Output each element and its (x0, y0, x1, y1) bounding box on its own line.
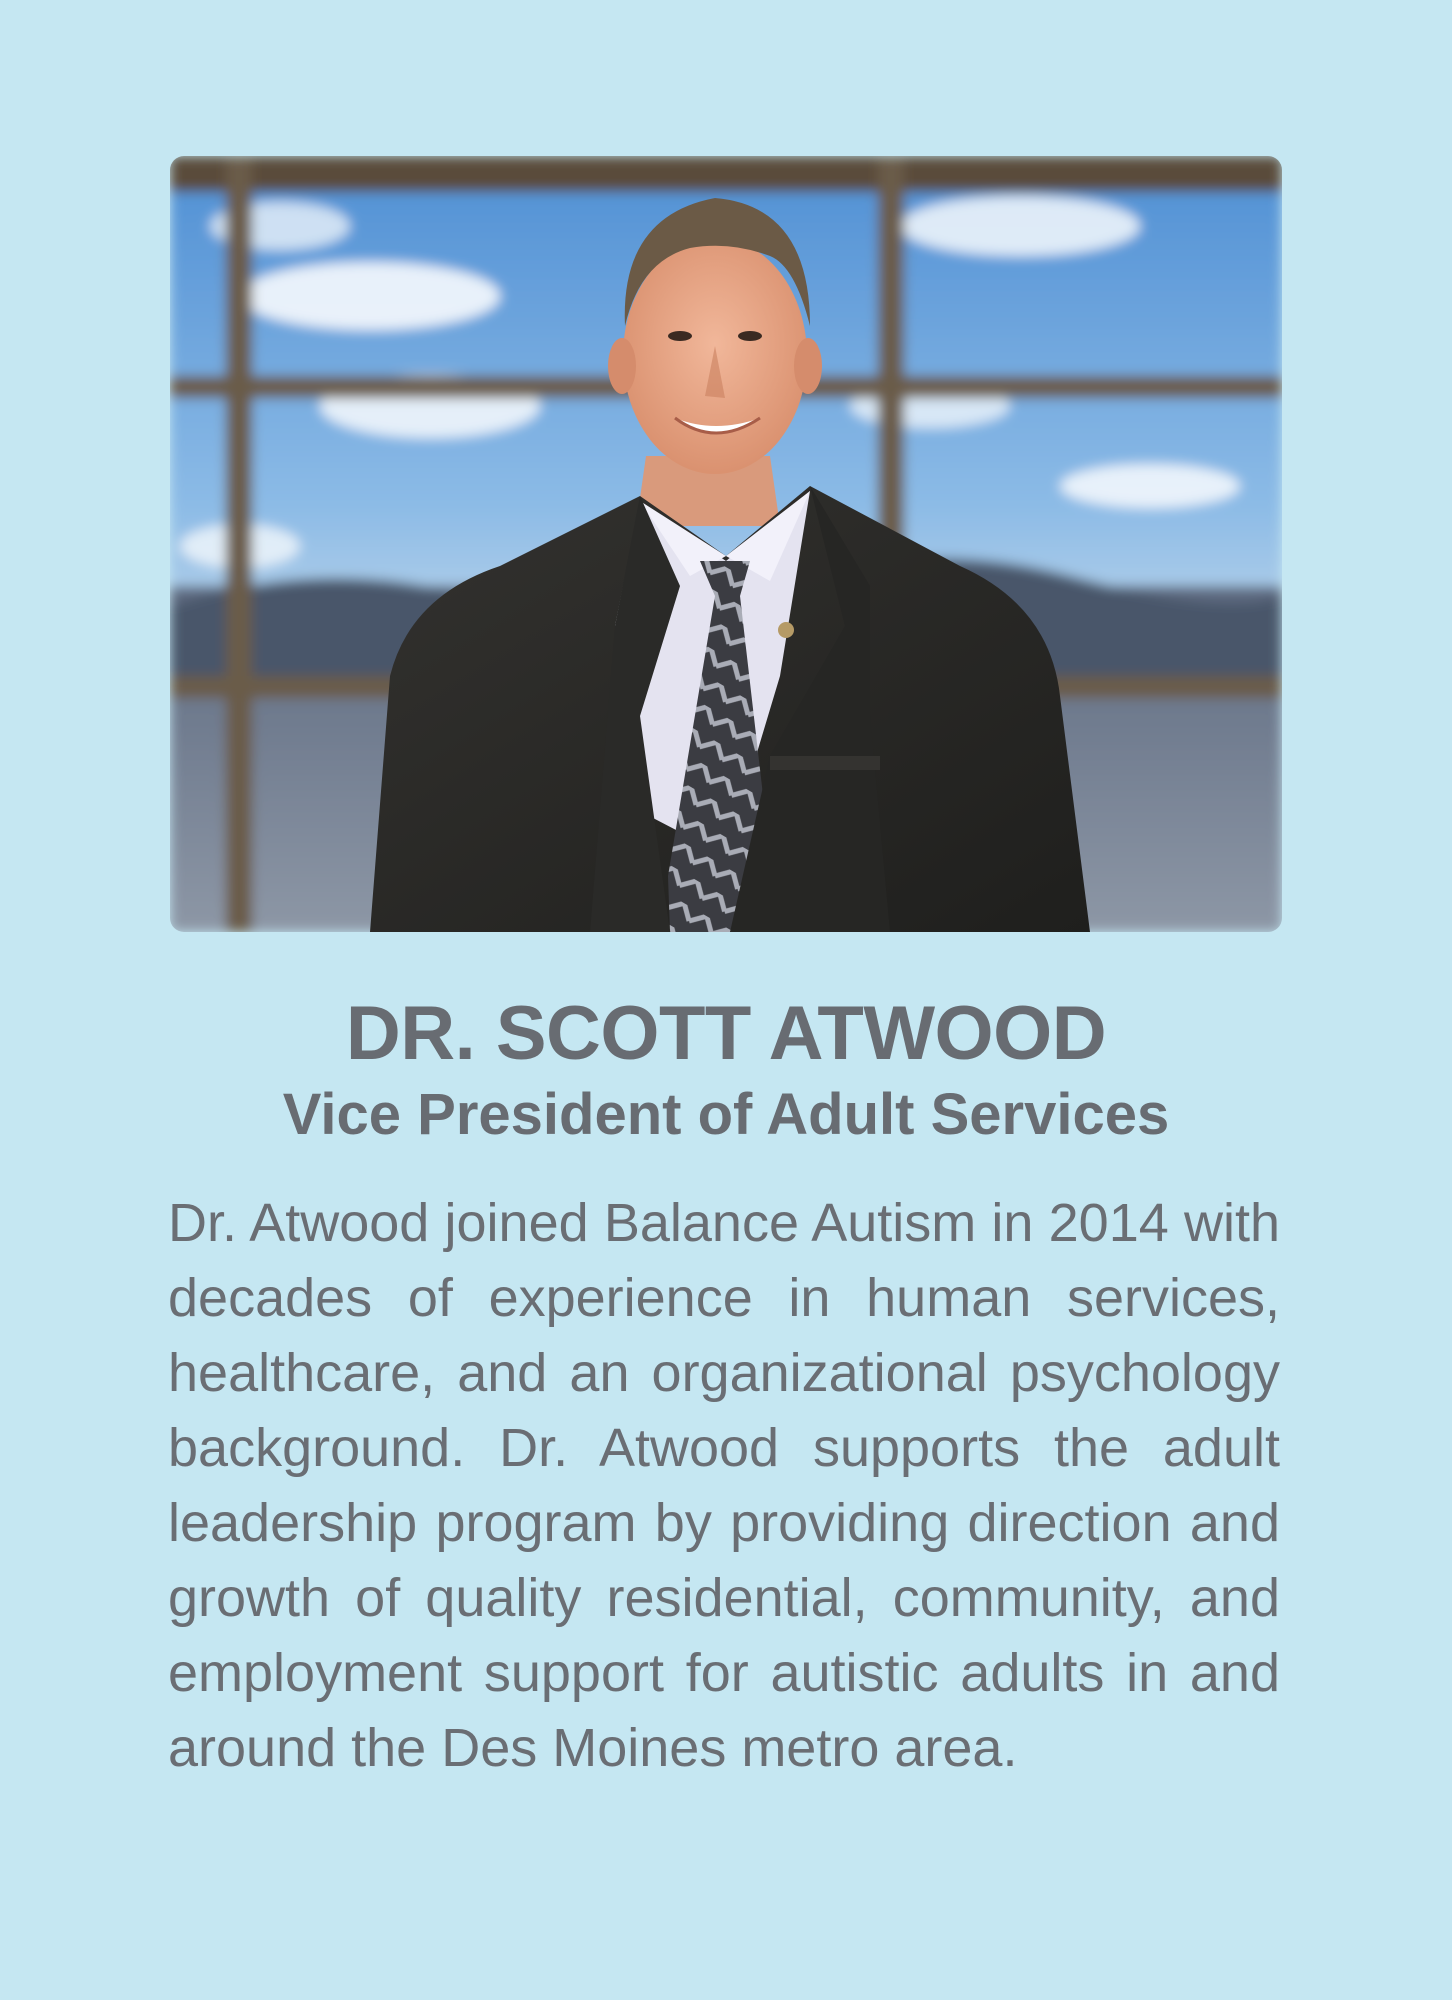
profile-role: Vice President of Adult Services (282, 1082, 1170, 1147)
profile-bio: Dr. Atwood joined Balance Autism in 2014 with decades of experience in human services, healthcare, and an organizational psychology background. Dr. Atwood supports the adult leadership program by providing direction and growth of quality residential, community, and employment support for autistic adults in and around the Des Moines metro area. (168, 1193, 1280, 1778)
profile-name: DR. SCOTT ATWOOD (345, 991, 1107, 1076)
profile-photo (170, 156, 1282, 932)
